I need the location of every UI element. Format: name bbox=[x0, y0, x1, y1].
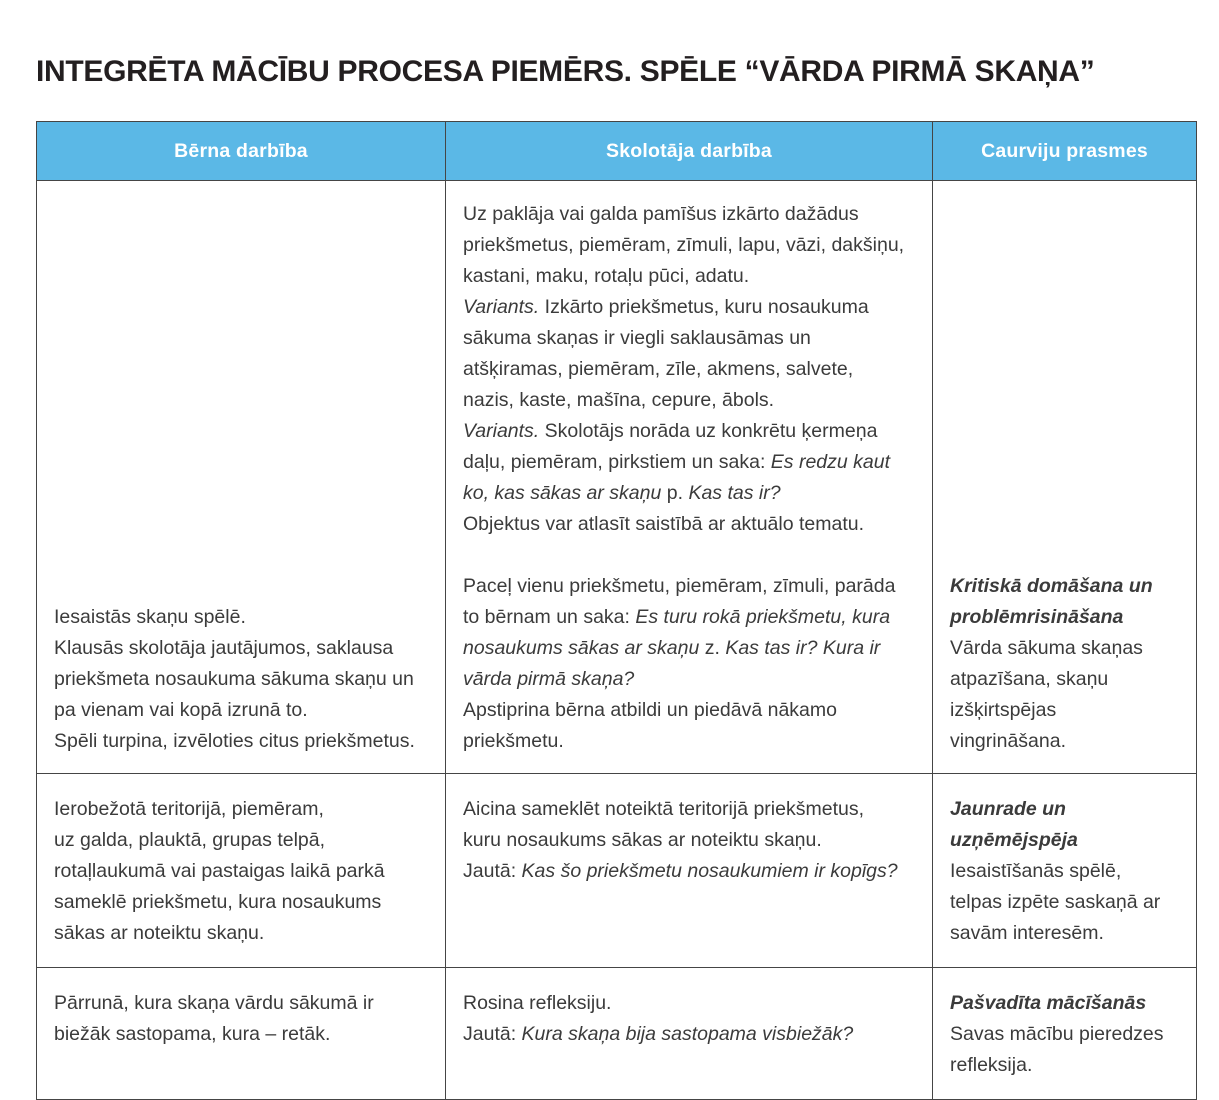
text-line: Uz paklāja vai galda pamīšus izkārto dažādus priekšmetus, piemēram, zīmuli, lapu, vāzi, dakšiņu, kastani, maku, rotaļu pūci, adatu. bbox=[463, 203, 905, 287]
column-header-child-activity: Bērna darbība bbox=[37, 122, 446, 181]
sound-letter: p. bbox=[661, 482, 689, 504]
text-line: Iesaistās skaņu spēlē. bbox=[54, 606, 246, 628]
quote-run: Kura skaņa bija sastopama visbiežāk? bbox=[521, 1023, 854, 1045]
sound-letter: z. bbox=[699, 637, 726, 659]
cell-child-activity-1 bbox=[37, 181, 446, 774]
cell-skills-3 bbox=[933, 968, 1197, 1100]
quote-run: Es redzu kaut ko, kas sākas ar skaņu bbox=[463, 451, 891, 504]
lesson-example-table bbox=[36, 121, 1197, 1100]
text-line bbox=[463, 571, 906, 695]
page-title: INTEGRĒTA MĀCĪBU PROCESA PIEMĒRS. SPĒLE “VĀRDA PIRMĀ SKAŅA” bbox=[36, 55, 1095, 88]
text-line bbox=[463, 856, 906, 887]
paragraph bbox=[463, 199, 906, 540]
text-run: Paceļ vienu priekšmetu, piemēram, zīmuli, parāda to bērnam un saka: bbox=[463, 575, 896, 628]
quote-run: Es turu rokā priekšmetu, kura nosaukums sākas ar skaņu bbox=[463, 606, 891, 659]
text-line bbox=[463, 1019, 906, 1050]
text-run: Izkārto priekšmetus, kuru nosaukuma sākuma skaņas ir viegli saklausāmas un atšķiramas, piemēram, zīle, akmens, salvete, nazis, kaste, mašīna, cepure, ābols. bbox=[463, 296, 869, 411]
text-line: Ierobežotā teritorijā, piemēram, bbox=[54, 798, 324, 820]
text-line: Spēli turpina, izvēloties citus priekšmetus. bbox=[54, 730, 415, 752]
question-label: Jautā: bbox=[463, 860, 522, 882]
variant-label: Variants. bbox=[463, 296, 540, 318]
cell-child-activity-3 bbox=[37, 968, 446, 1100]
skill-heading: Jaunrade un uzņēmējspēja bbox=[950, 798, 1078, 851]
text-line bbox=[463, 292, 906, 416]
quote-run: Kas tas ir? bbox=[688, 482, 781, 504]
question-label: Jautā: bbox=[463, 1023, 522, 1045]
cell-skills-2 bbox=[933, 774, 1197, 968]
cell-teacher-activity-1 bbox=[446, 181, 933, 774]
skill-text: Vārda sākuma skaņas atpazīšana, skaņu izšķirtspējas vingrināšana. bbox=[950, 637, 1143, 752]
table-row bbox=[37, 774, 1197, 968]
cell-teacher-activity-3 bbox=[446, 968, 933, 1100]
table-header-row bbox=[37, 122, 1197, 181]
cell-child-activity-2 bbox=[37, 774, 446, 968]
text-line: Klausās skolotāja jautājumos, saklausa priekšmeta nosaukuma sākuma skaņu un pa vienam vai kopā izrunā to. bbox=[54, 637, 414, 721]
quote-run: Kas tas ir? Kura ir vārda pirmā skaņa? bbox=[463, 637, 881, 690]
cell-skills-1 bbox=[933, 181, 1197, 774]
text-line: Objektus var atlasīt saistībā ar aktuālo tematu. bbox=[463, 513, 865, 535]
text-line: Aicina sameklēt noteiktā teritorijā priekšmetus, kuru nosaukums sākas ar noteiktu skaņu. bbox=[463, 798, 864, 851]
cell-teacher-activity-2 bbox=[446, 774, 933, 968]
text-line: Rosina refleksiju. bbox=[463, 992, 612, 1014]
text-line: Apstiprina bērna atbildi un piedāvā nākamo priekšmetu. bbox=[463, 699, 837, 752]
column-header-teacher-activity: Skolotāja darbība bbox=[446, 122, 933, 181]
skill-text: Savas mācību pieredzes refleksija. bbox=[950, 1023, 1164, 1076]
text-run: Skolotājs norāda uz konkrētu ķermeņa daļu, piemēram, pirkstiem un saka: bbox=[463, 420, 878, 473]
table-row bbox=[37, 181, 1197, 774]
skill-text: Iesaistīšanās spēlē, telpas izpēte saskaņā ar savām interesēm. bbox=[950, 860, 1161, 944]
text-line: Pārrunā, kura skaņa vārdu sākumā ir biežāk sastopama, kura – retāk. bbox=[54, 992, 374, 1045]
text-line: uz galda, plauktā, grupas telpā, rotaļlaukumā vai pastaigas laikā parkā sameklē priekšmetu, kura nosaukums sākas ar noteiktu skaņu. bbox=[54, 829, 385, 944]
column-header-transversal-skills: Caurviju prasmes bbox=[933, 122, 1197, 181]
skill-heading: Kritiskā domāšana un problēmrisināšana bbox=[950, 575, 1153, 628]
text-line bbox=[463, 416, 906, 509]
quote-run: Kas šo priekšmetu nosaukumiem ir kopīgs? bbox=[521, 860, 898, 882]
variant-label: Variants. bbox=[463, 420, 540, 442]
paragraph bbox=[463, 571, 906, 757]
skill-heading: Pašvadīta mācīšanās bbox=[950, 992, 1147, 1014]
table-row bbox=[37, 968, 1197, 1100]
